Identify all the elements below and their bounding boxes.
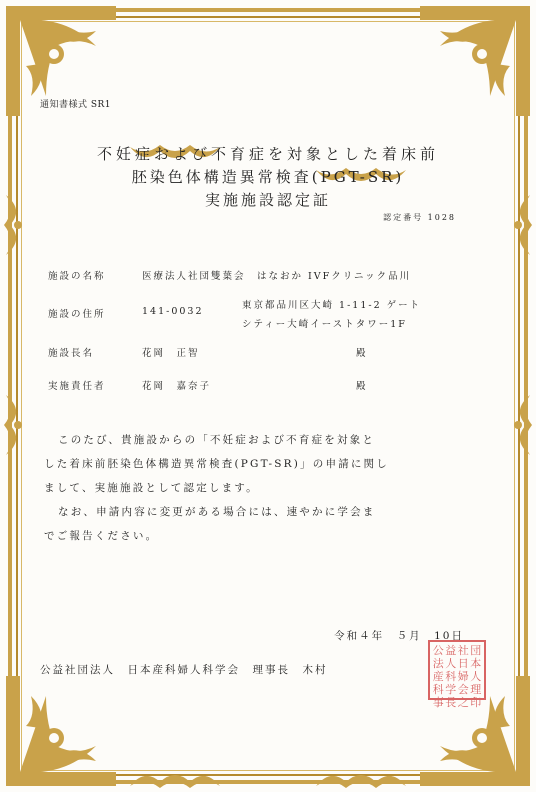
seal-glyph: 科 bbox=[445, 670, 457, 683]
seal-glyph: 婦 bbox=[457, 670, 469, 683]
address-line-2: シティー大崎イーストタワー1F bbox=[242, 319, 407, 330]
side-ornament-icon bbox=[508, 395, 534, 455]
seal-glyph: 日 bbox=[457, 657, 469, 670]
issue-date: 令和４年 ５月 10日 bbox=[334, 630, 464, 642]
cert-number: 認定番号 1028 bbox=[383, 213, 456, 222]
body-line-5: でご報告ください。 bbox=[44, 530, 159, 542]
certificate-body bbox=[44, 428, 484, 548]
seal-glyph: 印 bbox=[470, 696, 482, 709]
seal-glyph: 法 bbox=[432, 657, 444, 670]
director-honorific: 殿 bbox=[356, 348, 368, 359]
seal-glyph: 之 bbox=[457, 696, 469, 709]
seal-glyph: 産 bbox=[432, 670, 444, 683]
corner-ornament-icon bbox=[420, 6, 530, 116]
seal-glyph: 社 bbox=[457, 644, 469, 657]
seal-glyph: 理 bbox=[470, 683, 482, 696]
postal-code: 141-0032 bbox=[142, 306, 204, 317]
seal-glyph: 人 bbox=[470, 670, 482, 683]
director-name: 花岡 正智 bbox=[142, 348, 200, 359]
facility-address-label: 施設の住所 bbox=[48, 309, 106, 320]
facility-name-label: 施設の名称 bbox=[48, 271, 106, 282]
side-ornament-icon bbox=[2, 395, 28, 455]
seal-glyph: 事 bbox=[432, 696, 444, 709]
manager-name: 花岡 嘉奈子 bbox=[142, 381, 212, 392]
bottom-ornament-icon bbox=[130, 764, 220, 790]
seal-glyph: 団 bbox=[470, 644, 482, 657]
address-line-1: 東京都品川区大崎 1-11-2 ゲート bbox=[242, 300, 422, 311]
body-line-3: まして、実施施設として認定します。 bbox=[44, 482, 259, 494]
seal-glyph: 本 bbox=[470, 657, 482, 670]
body-line-4: なお、申請内容に変更がある場合には、速やかに学会ま bbox=[58, 506, 376, 518]
body-line-2: した着床前胚染色体構造異常検査(PGT-SR)」の申請に関し bbox=[44, 458, 389, 470]
bottom-ornament-icon bbox=[316, 764, 406, 790]
issuer-line: 公益社団法人 日本産科婦人科学会 理事長 木村 bbox=[40, 664, 328, 676]
seal-glyph: 会 bbox=[457, 683, 469, 696]
body-line-1: このたび、貴施設からの「不妊症および不育症を対象と bbox=[58, 434, 376, 446]
official-seal-stamp bbox=[428, 640, 486, 709]
title-line-3: 実施施設認定証 bbox=[204, 191, 331, 209]
seal-glyph: 科 bbox=[432, 683, 444, 696]
seal-glyph: 学 bbox=[445, 683, 457, 696]
manager-label: 実施責任者 bbox=[48, 381, 106, 392]
facility-name-value: 医療法人社団雙葉会 はなおか IVFクリニック品川 bbox=[142, 271, 412, 282]
title-line-2: 胚染色体構造異常検査(PGT-SR) bbox=[131, 168, 405, 186]
seal-glyph: 人 bbox=[445, 657, 457, 670]
seal-glyph: 長 bbox=[445, 696, 457, 709]
title-line-1: 不妊症および不育症を対象とした着床前 bbox=[96, 145, 439, 163]
seal-glyph: 益 bbox=[445, 644, 457, 657]
manager-honorific: 殿 bbox=[356, 381, 368, 392]
corner-ornament-icon bbox=[6, 676, 116, 786]
seal-glyph: 公 bbox=[432, 644, 444, 657]
director-label: 施設長名 bbox=[48, 348, 95, 359]
form-id: 通知書様式 SR1 bbox=[40, 100, 112, 110]
